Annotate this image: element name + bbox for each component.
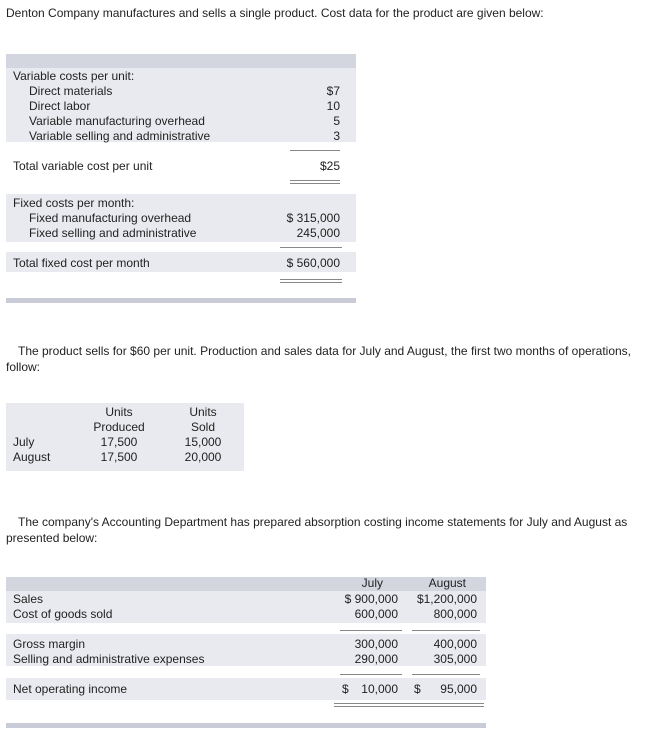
net-income-august-dollar-sign: $ — [414, 682, 421, 696]
fixed-selling-admin-value: 245,000 — [296, 226, 340, 240]
fixed-mfg-overhead-value: $ 315,000 — [286, 211, 340, 225]
units-row-august-sold: 20,000 — [184, 450, 222, 464]
total-fixed-label: Total fixed cost per month — [13, 256, 150, 270]
cogs-august: 800,000 — [433, 607, 477, 621]
direct-materials-label: Direct materials — [29, 84, 113, 98]
variable-mfg-overhead-value: 5 — [333, 114, 340, 128]
direct-materials-value: $7 — [326, 84, 340, 98]
income-col-july-header: July — [361, 576, 383, 590]
fixed-costs-heading: Fixed costs per month: — [13, 196, 135, 210]
variable-costs-heading: Variable costs per unit: — [13, 69, 135, 83]
total-fixed-value: $ 560,000 — [286, 256, 340, 270]
sales-label: Sales — [13, 592, 44, 606]
units-row-august-produced: 17,500 — [100, 450, 138, 464]
sales-data-paragraph: The product sells for $60 per unit. Production and sales data for July and August, the first two months of operations, follow: — [6, 344, 632, 374]
subtotal-rule — [290, 150, 340, 151]
fixed-mfg-overhead-label: Fixed manufacturing overhead — [29, 211, 192, 225]
gross-margin-rule-august — [412, 630, 480, 631]
cogs-july: 600,000 — [354, 607, 398, 621]
direct-labor-value: 10 — [326, 99, 340, 113]
units-row-july-sold: 15,000 — [184, 435, 222, 449]
income-col-august-header: August — [428, 576, 466, 590]
income-table-header-bar — [6, 577, 486, 591]
units-row-july-produced: 17,500 — [100, 435, 138, 449]
units-produced-header-2: Produced — [93, 420, 145, 434]
fixed-selling-admin-label: Fixed selling and administrative — [29, 226, 197, 240]
total-fixed-double-rule — [280, 279, 342, 283]
selling-admin-label: Selling and administrative expenses — [13, 652, 205, 666]
variable-selling-admin-label: Variable selling and administrative — [29, 129, 211, 143]
cost-table-header-bar — [6, 54, 356, 68]
intro-text: Denton Company manufactures and sells a single product. Cost data for the product are given below: — [6, 6, 544, 20]
fixed-subtotal-rule — [280, 247, 342, 248]
gross-margin-label: Gross margin — [13, 637, 86, 651]
net-income-label: Net operating income — [13, 682, 128, 696]
income-statement-paragraph: The company's Accounting Department has prepared absorption costing income statements for July and August as presented below: — [6, 515, 628, 545]
units-row-august-label: August — [13, 450, 51, 464]
direct-labor-label: Direct labor — [29, 99, 91, 113]
gross-margin-rule-july — [340, 630, 402, 631]
units-produced-header-1: Units — [105, 405, 133, 419]
total-variable-label: Total variable cost per unit — [13, 159, 153, 173]
net-income-rule-august — [412, 674, 480, 675]
total-variable-value: $25 — [319, 159, 340, 173]
total-variable-double-rule — [290, 180, 340, 184]
selling-admin-august: 305,000 — [433, 652, 477, 666]
income-table-bottom-bar — [6, 723, 486, 728]
sales-august: $1,200,000 — [416, 592, 477, 606]
net-income-rule-july — [340, 674, 402, 675]
variable-mfg-overhead-label: Variable manufacturing overhead — [29, 114, 205, 128]
sales-july: $ 900,000 — [344, 592, 398, 606]
cost-table-bottom-bar — [6, 298, 356, 303]
net-income-double-rule — [334, 703, 484, 707]
net-income-august: 95,000 — [440, 682, 477, 696]
net-income-july-dollar-sign: $ — [342, 682, 349, 696]
selling-admin-july: 290,000 — [354, 652, 398, 666]
units-sold-header-1: Units — [189, 405, 217, 419]
variable-selling-admin-value: 3 — [333, 129, 340, 143]
gross-margin-august: 400,000 — [433, 637, 477, 651]
gross-margin-july: 300,000 — [354, 637, 398, 651]
cogs-label: Cost of goods sold — [13, 607, 113, 621]
net-income-july: 10,000 — [361, 682, 398, 696]
units-sold-header-2: Sold — [190, 420, 216, 434]
units-row-july-label: July — [13, 435, 35, 449]
